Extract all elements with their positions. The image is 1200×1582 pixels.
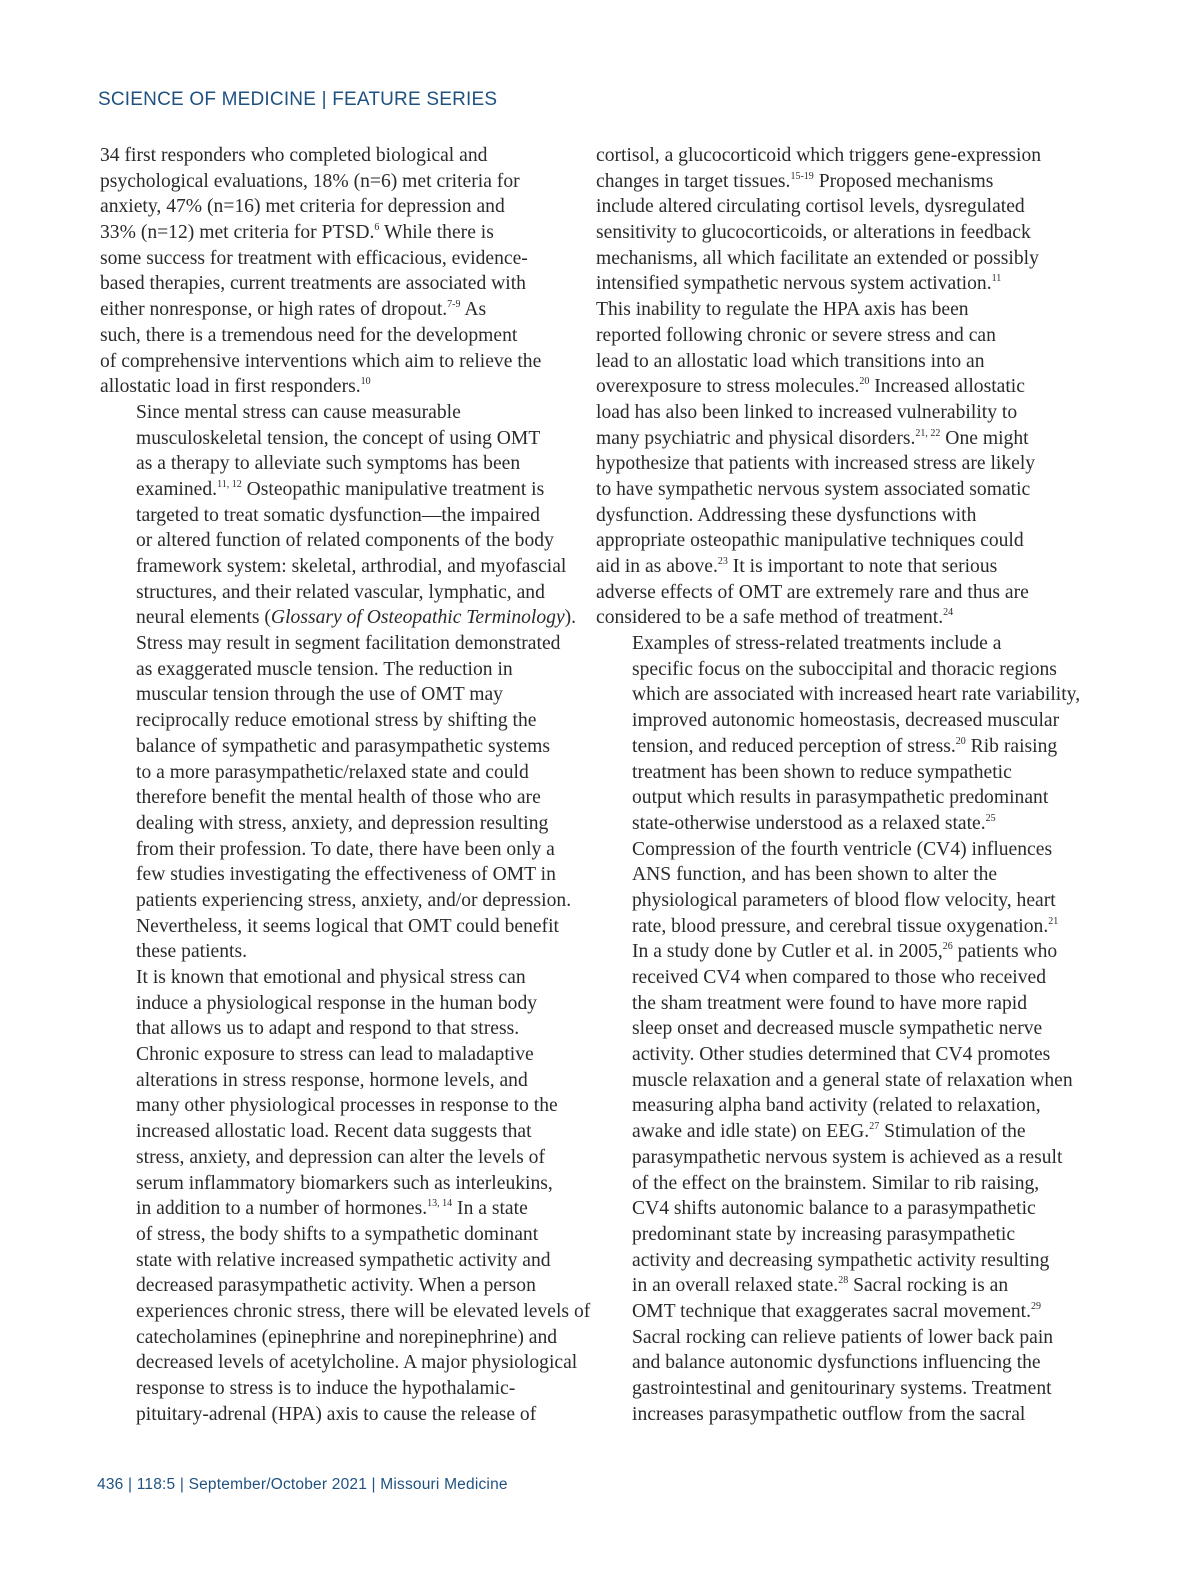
line-text: cortisol, a glucocorticoid which triggers gene-expression (596, 145, 1042, 166)
line-text: pituitary-adrenal (HPA) axis to cause the release of (136, 1403, 537, 1425)
line-text: Stress may result in segment facilitation demonstrated (136, 633, 561, 655)
text-line (100, 1248, 576, 1274)
text-line (100, 1042, 576, 1068)
line-text: of comprehensive interventions which aim to relieve the (100, 350, 542, 372)
text-line (596, 760, 1072, 786)
text-line (596, 1299, 1072, 1325)
line-text: sleep onset and decreased muscle sympathetic nerve (632, 1018, 1043, 1040)
text-line (596, 271, 1072, 297)
line-text: 33% (n=12) met criteria for PTSD. (100, 222, 375, 244)
line-text: experiences chronic stress, there will be elevated levels of (136, 1300, 591, 1322)
text-line (596, 528, 1072, 554)
text-line (596, 837, 1072, 863)
text-line (596, 451, 1072, 477)
line-text: predominant state by increasing parasympathetic (632, 1223, 1016, 1245)
text-line (596, 323, 1072, 349)
text-line (596, 297, 1072, 323)
line-text: catecholamines (epinephrine and norepinephrine) and (136, 1326, 558, 1348)
line-text: in an overall relaxed state. (632, 1275, 839, 1297)
text-line (596, 1016, 1072, 1042)
text-line (596, 169, 1072, 195)
text-line (100, 528, 576, 554)
line-text: induce a physiological response in the human body (136, 992, 538, 1014)
line-text: considered to be a safe method of treatment. (596, 607, 944, 629)
text-line (100, 374, 576, 400)
page-footer: 436 | 118:5 | September/October 2021 | Missouri Medicine (97, 1476, 508, 1493)
line-text: increased allostatic load. Recent data suggests that (136, 1121, 532, 1143)
line-text: It is important to note that serious (727, 556, 998, 577)
citation-superscript: 27 (869, 1121, 880, 1133)
running-header: SCIENCE OF MEDICINE | FEATURE SERIES (98, 89, 498, 110)
line-text: Nevertheless, it seems logical that OMT could benefit (136, 915, 559, 937)
line-text: sensitivity to glucocorticoids, or alterations in feedback (596, 222, 1031, 244)
text-line (100, 297, 576, 323)
text-line (100, 1016, 576, 1042)
line-text: Chronic exposure to stress can lead to maladaptive (136, 1044, 534, 1066)
text-line (100, 451, 576, 477)
citation-superscript: 20 (859, 376, 870, 388)
line-text: Examples of stress-related treatments include a (632, 633, 1002, 655)
line-text: patients who (952, 941, 1058, 963)
body-paragraph (100, 143, 576, 400)
line-text: CV4 shifts autonomic balance to a parasympathetic (632, 1198, 1036, 1220)
citation-superscript: 6 (374, 222, 380, 234)
text-line (100, 1273, 576, 1299)
line-text: Proposed mechanisms (813, 170, 994, 192)
text-line (100, 400, 576, 426)
italic-title: Glossary of Osteopathic Terminology (270, 607, 565, 629)
text-line (596, 631, 1072, 657)
line-text: reported following chronic or severe stress and can (596, 324, 996, 346)
line-text: and balance autonomic dysfunctions influencing the (632, 1352, 1041, 1374)
line-text: physiological parameters of blood flow velocity, heart (632, 889, 1056, 911)
line-text: either nonresponse, or high rates of dropout. (100, 299, 448, 321)
line-text: serum inflammatory biomarkers such as interleukins, (136, 1172, 553, 1194)
text-line (100, 426, 576, 452)
line-text: intensified sympathetic nervous system activation. (596, 273, 992, 295)
line-text: load has also been linked to increased vulnerability to (596, 401, 1018, 423)
line-text: lead to an allostatic load which transitions into an (596, 350, 985, 372)
text-line (596, 194, 1072, 220)
text-line (100, 349, 576, 375)
citation-superscript: 21, 22 (915, 427, 941, 439)
line-text: It is known that emotional and physical stress can (136, 967, 526, 988)
text-line (596, 503, 1072, 529)
citation-superscript: 13, 14 (427, 1198, 453, 1210)
text-line (100, 1093, 576, 1119)
line-text: allostatic load in first responders. (100, 376, 361, 398)
text-line (596, 914, 1072, 940)
text-line (100, 1068, 576, 1094)
text-line (596, 374, 1072, 400)
line-text: as a therapy to alleviate such symptoms has been (136, 453, 521, 475)
text-line (100, 1222, 576, 1248)
text-line (596, 682, 1081, 708)
line-text: state-otherwise understood as a relaxed state. (632, 812, 986, 834)
text-line (596, 580, 1072, 606)
line-text: structures, and their related vascular, lymphatic, and (136, 581, 545, 603)
text-line (100, 220, 576, 246)
text-line (596, 246, 1072, 272)
line-text: improved autonomic homeostasis, decreased muscular (632, 710, 1060, 732)
line-text: tension, and reduced perception of stress. (632, 735, 956, 757)
line-text: to have sympathetic nervous system associated somatic (596, 478, 1031, 500)
text-line (100, 477, 576, 503)
citation-superscript: 20 (955, 735, 966, 747)
text-line (596, 708, 1072, 734)
body-paragraph (100, 965, 591, 1427)
line-text: stress, anxiety, and depression can alter the levels of (136, 1146, 545, 1168)
line-text: from their profession. To date, there have been only a (136, 838, 555, 860)
text-line (100, 631, 576, 657)
line-text: few studies investigating the effectiveness of OMT in (136, 864, 556, 886)
line-text: which are associated with increased heart rate variability, (632, 684, 1081, 706)
text-line (596, 1402, 1072, 1428)
line-text: 34 first responders who completed biological and (100, 145, 488, 166)
text-line (100, 580, 576, 606)
text-line (100, 939, 576, 965)
text-line (596, 349, 1072, 375)
line-text: many other physiological processes in response to the (136, 1095, 558, 1117)
text-line (596, 1273, 1072, 1299)
text-line (596, 862, 1072, 888)
line-text: appropriate osteopathic manipulative techniques could (596, 530, 1024, 552)
left-column (100, 143, 591, 1427)
text-line (100, 271, 576, 297)
line-text: of the effect on the brainstem. Similar to rib raising, (632, 1172, 1040, 1194)
line-text: response to stress is to induce the hypothalamic- (136, 1378, 516, 1399)
line-text: activity. Other studies determined that CV4 promotes (632, 1044, 1051, 1066)
text-line (596, 1093, 1072, 1119)
body-paragraph (100, 400, 576, 965)
line-text: reciprocally reduce emotional stress by shifting the (136, 710, 537, 732)
text-line (100, 862, 576, 888)
text-line (100, 760, 576, 786)
text-line (596, 1325, 1072, 1351)
text-line (596, 888, 1072, 914)
line-text: neural elements ( (136, 607, 271, 629)
text-line (596, 426, 1072, 452)
line-text: balance of sympathetic and parasympathetic systems (136, 735, 551, 757)
text-line (596, 400, 1072, 426)
text-line (596, 965, 1072, 991)
text-line (100, 1119, 576, 1145)
citation-superscript: 11 (991, 273, 1002, 285)
text-line (100, 708, 576, 734)
line-text: output which results in parasympathetic predominant (632, 787, 1049, 809)
citation-superscript: 28 (838, 1275, 849, 1287)
line-text: hypothesize that patients with increased stress are likely (596, 453, 1036, 475)
text-line (100, 914, 576, 940)
line-text: alterations in stress response, hormone levels, and (136, 1069, 528, 1091)
line-text: dealing with stress, anxiety, and depression resulting (136, 812, 549, 834)
text-line (100, 503, 576, 529)
citation-superscript: 29 (1030, 1300, 1041, 1312)
text-line (596, 1196, 1072, 1222)
line-text: Compression of the fourth ventricle (CV4) influences (632, 838, 1053, 860)
line-text: decreased levels of acetylcholine. A major physiological (136, 1352, 578, 1374)
line-text: overexposure to stress molecules. (596, 376, 860, 398)
line-text: patients experiencing stress, anxiety, and/or depression. (136, 889, 572, 911)
line-text: muscle relaxation and a general state of relaxation when (632, 1069, 1073, 1091)
text-line (100, 965, 576, 991)
line-text: in addition to a number of hormones. (136, 1198, 428, 1220)
body-paragraph (596, 631, 1081, 1427)
text-line (100, 837, 576, 863)
line-text: Sacral rocking is an (848, 1275, 1009, 1297)
line-text: some success for treatment with efficacious, evidence- (100, 247, 528, 269)
line-text: based therapies, current treatments are associated with (100, 273, 526, 295)
line-text: Sacral rocking can relieve patients of lower back pain (632, 1326, 1054, 1348)
text-line (596, 991, 1072, 1017)
line-text: received CV4 when compared to those who received (632, 967, 1047, 988)
line-text: many psychiatric and physical disorders. (596, 427, 916, 449)
text-line (596, 1248, 1072, 1274)
text-line (596, 939, 1072, 965)
line-text: or altered function of related components of the body (136, 530, 554, 552)
line-text: these patients. (136, 941, 247, 963)
citation-superscript: 7-9 (447, 299, 461, 311)
text-line (100, 682, 576, 708)
line-text: In a study done by Cutler et al. in 2005, (632, 941, 943, 963)
text-line (100, 1145, 576, 1171)
citation-superscript: 11, 12 (217, 478, 242, 490)
line-text: One might (940, 427, 1029, 449)
line-text: aid in as above. (596, 556, 718, 577)
citation-superscript: 15-19 (790, 170, 814, 182)
citation-superscript: 25 (985, 812, 996, 824)
text-line (596, 477, 1072, 503)
line-text: targeted to treat somatic dysfunction—the impaired (136, 504, 540, 526)
text-line (100, 246, 576, 272)
text-line (100, 991, 576, 1017)
line-text: anxiety, 47% (n=16) met criteria for depression and (100, 196, 505, 218)
line-text: adverse effects of OMT are extremely rare and thus are (596, 581, 1029, 603)
text-line (596, 785, 1072, 811)
text-line (596, 143, 1072, 169)
text-line (596, 811, 1072, 837)
line-text: increases parasympathetic outflow from the sacral (632, 1403, 1026, 1425)
line-text: gastrointestinal and genitourinary systems. Treatment (632, 1378, 1052, 1399)
text-line (100, 1171, 576, 1197)
line-text: dysfunction. Addressing these dysfunctions with (596, 504, 977, 526)
line-text: Osteopathic manipulative treatment is (241, 478, 545, 500)
text-line (100, 605, 576, 631)
line-text: Rib raising (965, 735, 1058, 757)
text-line (596, 605, 1072, 631)
text-line (596, 734, 1072, 760)
line-text: changes in target tissues. (596, 170, 791, 192)
citation-superscript: 24 (943, 607, 954, 619)
citation-superscript: 21 (1048, 915, 1059, 927)
line-text: activity and decreasing sympathetic activity resulting (632, 1249, 1050, 1271)
citation-superscript: 23 (717, 556, 728, 567)
line-text: that allows us to adapt and respond to that stress. (136, 1018, 520, 1040)
text-line (100, 554, 576, 580)
line-text: framework system: skeletal, arthrodial, and myofascial (136, 556, 567, 577)
text-line (596, 1042, 1072, 1068)
line-text: therefore benefit the mental health of those who are (136, 787, 541, 809)
text-line (596, 1376, 1072, 1402)
text-line (100, 1299, 591, 1325)
text-line (100, 1196, 576, 1222)
text-line (100, 1402, 576, 1428)
text-line (596, 1145, 1072, 1171)
line-text: specific focus on the suboccipital and thoracic regions (632, 658, 1057, 680)
text-line (100, 1325, 576, 1351)
text-line (100, 657, 576, 683)
text-line (596, 1119, 1072, 1145)
citation-superscript: 10 (360, 376, 371, 388)
line-text: Since mental stress can cause measurable (136, 401, 461, 423)
line-text: ). (564, 607, 577, 629)
text-line (596, 220, 1072, 246)
line-text: parasympathetic nervous system is achieved as a result (632, 1146, 1063, 1168)
line-text: state with relative increased sympathetic activity and (136, 1249, 551, 1271)
right-column (596, 143, 1081, 1427)
text-line (100, 734, 576, 760)
line-text: While there is (379, 222, 494, 244)
text-line (100, 194, 576, 220)
text-line (100, 169, 576, 195)
text-line (100, 1376, 576, 1402)
text-line (596, 1222, 1072, 1248)
line-text: As (460, 299, 487, 321)
line-text: decreased parasympathetic activity. When a person (136, 1275, 536, 1297)
line-text: ANS function, and has been shown to alter the (632, 864, 998, 886)
line-text: psychological evaluations, 18% (n=6) met criteria for (100, 170, 520, 192)
line-text: Stimulation of the (879, 1121, 1026, 1143)
text-line (596, 657, 1072, 683)
line-text: as exaggerated muscle tension. The reduction in (136, 658, 513, 680)
line-text: of stress, the body shifts to a sympathetic dominant (136, 1223, 539, 1245)
text-line (100, 1350, 576, 1376)
line-text: to a more parasympathetic/relaxed state and could (136, 761, 529, 783)
text-line (100, 785, 576, 811)
line-text: OMT technique that exaggerates sacral movement. (632, 1300, 1031, 1322)
line-text: the sham treatment were found to have more rapid (632, 992, 1027, 1014)
line-text: In a state (452, 1198, 528, 1220)
line-text: musculoskeletal tension, the concept of using OMT (136, 427, 541, 449)
text-line (596, 554, 1072, 580)
text-line (100, 811, 576, 837)
text-line (596, 1350, 1072, 1376)
text-line (100, 143, 576, 169)
line-text: muscular tension through the use of OMT may (136, 684, 503, 706)
text-line (100, 323, 576, 349)
text-line (596, 1171, 1072, 1197)
line-text: treatment has been shown to reduce sympathetic (632, 761, 1012, 783)
line-text: This inability to regulate the HPA axis has been (596, 299, 969, 321)
line-text: Increased allostatic (869, 376, 1025, 398)
line-text: such, there is a tremendous need for the development (100, 324, 518, 346)
text-line (596, 1068, 1072, 1094)
citation-superscript: 26 (942, 941, 953, 953)
line-text: awake and idle state) on EEG. (632, 1121, 870, 1143)
line-text: include altered circulating cortisol levels, dysregulated (596, 196, 1025, 218)
line-text: examined. (136, 478, 218, 500)
text-line (100, 888, 576, 914)
line-text: rate, blood pressure, and cerebral tissue oxygenation. (632, 915, 1049, 937)
line-text: measuring alpha band activity (related to relaxation, (632, 1095, 1041, 1117)
body-paragraph (596, 143, 1072, 631)
line-text: mechanisms, all which facilitate an extended or possibly (596, 247, 1039, 269)
